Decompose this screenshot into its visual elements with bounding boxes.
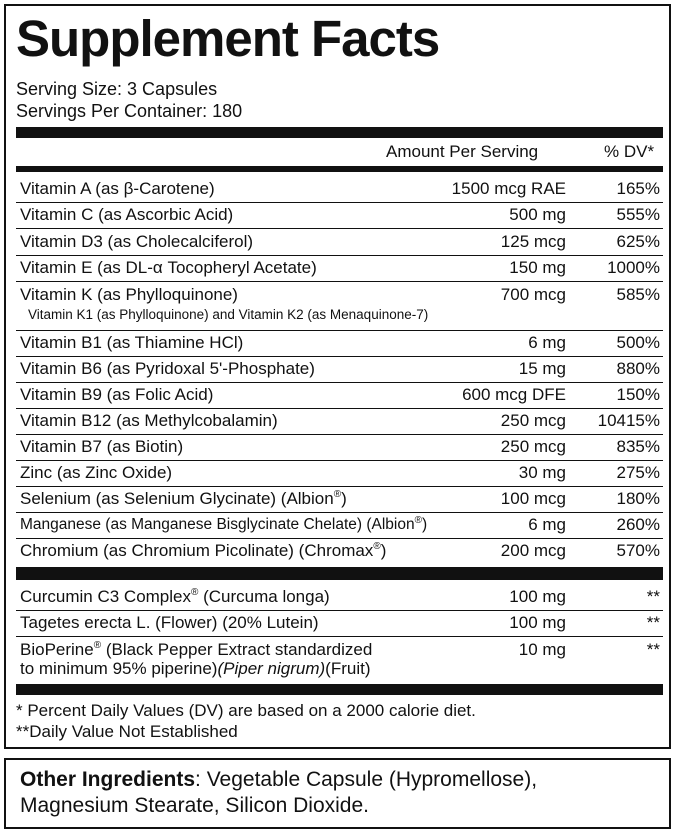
- nutrient-row: [16, 512, 663, 538]
- nutrient-row: [16, 282, 663, 330]
- nutrient-amount: 700 mcg: [500, 285, 566, 304]
- nutrient-name: Vitamin B1 (as Thiamine HCl): [20, 333, 244, 352]
- nutrient-name: Zinc (as Zinc Oxide): [20, 463, 173, 482]
- nutrient-dv: 150%: [616, 385, 660, 404]
- nutrient-row: [16, 538, 663, 564]
- nutrient-name: Chromium (as Chromium Picolinate) (Chromax®): [20, 541, 387, 560]
- nutrient-dv: **: [646, 587, 660, 606]
- amount-per-serving-header: Amount Per Serving: [386, 142, 539, 161]
- footnote-not-established: **Daily Value Not Established: [16, 722, 238, 741]
- other-ingredients-label: Other Ingredients: [20, 768, 196, 791]
- nutrient-name: Vitamin A (as β-Carotene): [20, 179, 215, 198]
- nutrient-amount: 6 mg: [528, 333, 566, 352]
- nutrient-dv: 165%: [616, 179, 660, 198]
- nutrient-name: BioPerine® (Black Pepper Extract standardized: [20, 640, 373, 659]
- nutrient-amount: 100 mg: [509, 613, 566, 632]
- nutrient-amount: 100 mg: [509, 587, 566, 606]
- servings-per-container: Servings Per Container: 180: [16, 101, 243, 121]
- nutrient-row: [16, 610, 663, 636]
- nutrient-dv: 555%: [616, 205, 660, 224]
- nutrient-dv: **: [646, 613, 660, 632]
- nutrient-name: Curcumin C3 Complex® (Curcuma longa): [20, 587, 330, 606]
- nutrient-dv: **: [646, 640, 660, 659]
- nutrient-name: Manganese (as Manganese Bisglycinate Chelate) (Albion®): [20, 515, 428, 533]
- nutrient-row: [16, 434, 663, 460]
- nutrient-dv: 625%: [616, 232, 660, 251]
- nutrient-name: Vitamin B7 (as Biotin): [20, 437, 184, 456]
- nutrient-row: [16, 330, 663, 356]
- nutrient-amount: 100 mcg: [500, 489, 566, 508]
- nutrient-dv: 500%: [616, 333, 660, 352]
- panel-title: Supplement Facts: [16, 10, 440, 67]
- nutrient-amount: 150 mg: [509, 258, 566, 277]
- nutrient-dv: 275%: [616, 463, 660, 482]
- nutrient-amount: 1500 mcg RAE: [451, 179, 566, 198]
- nutrient-amount: 250 mcg: [500, 437, 566, 456]
- nutrient-name: Vitamin D3 (as Cholecalciferol): [20, 232, 254, 251]
- nutrient-dv: 260%: [616, 515, 660, 534]
- nutrient-amount: 200 mcg: [500, 541, 566, 560]
- other-ingredients-line-2: Magnesium Stearate, Silicon Dioxide.: [20, 794, 370, 817]
- nutrient-row: [16, 255, 663, 281]
- nutrient-amount: 10 mg: [518, 640, 566, 659]
- nutrient-row: [16, 637, 663, 683]
- nutrient-name: Vitamin K (as Phylloquinone): [20, 285, 238, 304]
- nutrient-amount: 6 mg: [528, 515, 566, 534]
- nutrient-name-continued: to minimum 95% piperine)(Piper nigrum)(Fruit): [20, 659, 371, 678]
- nutrient-name: Vitamin B6 (as Pyridoxal 5'-Phosphate): [20, 359, 315, 378]
- nutrient-row: [16, 176, 663, 202]
- nutrient-dv: 1000%: [607, 258, 660, 277]
- thick-divider: [16, 684, 663, 695]
- nutrient-row: [16, 382, 663, 408]
- nutrient-dv: 835%: [616, 437, 660, 456]
- nutrient-subnote: Vitamin K1 (as Phylloquinone) and Vitamin K2 (as Menaquinone-7): [28, 307, 429, 322]
- nutrient-dv: 180%: [616, 489, 660, 508]
- nutrient-dv: 880%: [616, 359, 660, 378]
- serving-size: Serving Size: 3 Capsules: [16, 79, 218, 99]
- nutrient-name: Tagetes erecta L. (Flower) (20% Lutein): [20, 613, 319, 632]
- nutrient-row: [16, 584, 663, 610]
- nutrient-row: [16, 202, 663, 228]
- nutrient-row: [16, 408, 663, 434]
- nutrient-name: Vitamin C (as Ascorbic Acid): [20, 205, 234, 224]
- nutrient-amount: 250 mcg: [500, 411, 566, 430]
- thick-divider: [16, 567, 663, 580]
- nutrient-name: Vitamin B12 (as Methylcobalamin): [20, 411, 278, 430]
- footnote-dv: * Percent Daily Values (DV) are based on a 2000 calorie diet.: [16, 701, 476, 720]
- other-ingredients-box: [4, 758, 671, 829]
- other-ingredients-line-1: Other Ingredients: Vegetable Capsule (Hypromellose),: [20, 768, 538, 791]
- nutrient-dv: 10415%: [597, 411, 660, 430]
- nutrient-name: Selenium (as Selenium Glycinate) (Albion®): [20, 489, 347, 508]
- nutrient-name: Vitamin B9 (as Folic Acid): [20, 385, 214, 404]
- nutrient-row: [16, 486, 663, 512]
- nutrient-row: [16, 356, 663, 382]
- nutrient-amount: 30 mg: [518, 463, 566, 482]
- nutrient-dv: 585%: [616, 285, 660, 304]
- nutrient-amount: 15 mg: [518, 359, 566, 378]
- nutrient-amount: 125 mcg: [500, 232, 566, 251]
- nutrient-name: Vitamin E (as DL-α Tocopheryl Acetate): [20, 258, 317, 277]
- nutrient-amount: 600 mcg DFE: [462, 385, 566, 404]
- medium-divider: [16, 166, 663, 172]
- thick-divider: [16, 127, 663, 138]
- nutrient-dv: 570%: [616, 541, 660, 560]
- nutrient-amount: 500 mg: [509, 205, 566, 224]
- nutrient-row: [16, 229, 663, 255]
- nutrient-row: [16, 460, 663, 486]
- dv-header: % DV*: [604, 142, 655, 161]
